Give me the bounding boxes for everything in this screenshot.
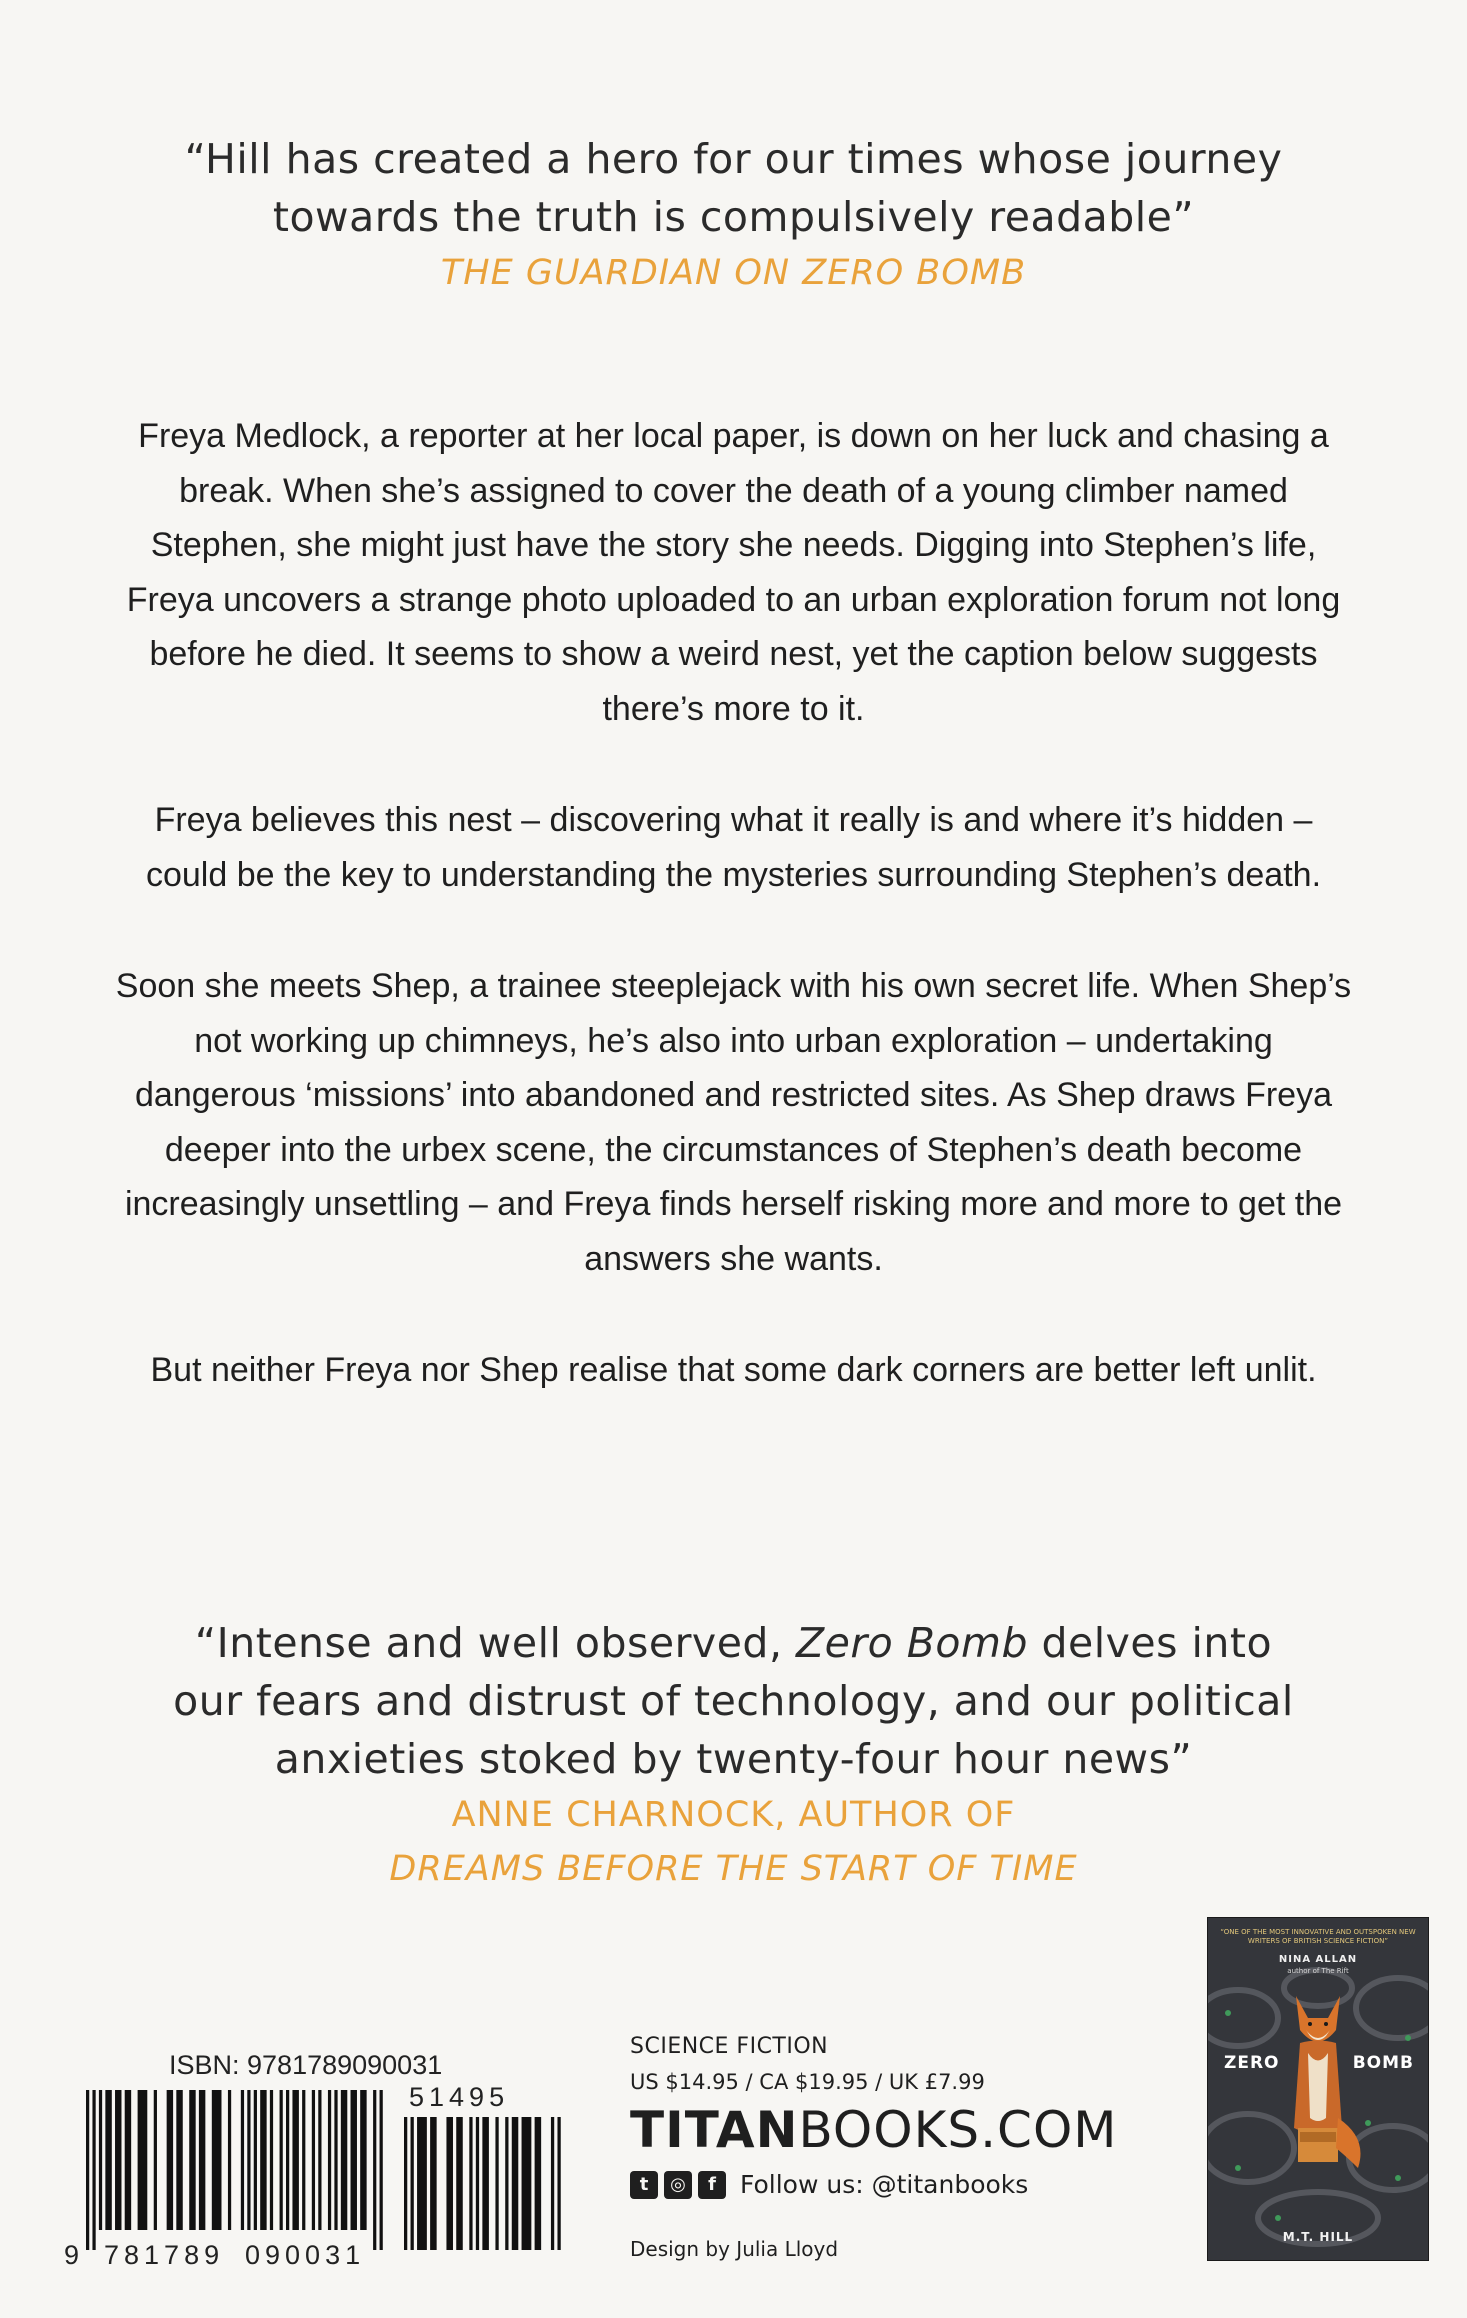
barcode-bar xyxy=(286,2090,289,2230)
cover-author: M.T. HILL xyxy=(1282,2230,1354,2244)
barcode-bar xyxy=(522,2117,532,2250)
social-follow xyxy=(630,2170,1028,2199)
barcode-bar xyxy=(417,2117,427,2250)
barcode-bar xyxy=(280,2090,283,2230)
barcode-bar xyxy=(241,2090,244,2230)
isbn-label: ISBN: 9781789090031 xyxy=(169,2050,443,2080)
front-cover-thumbnail xyxy=(1207,1917,1429,2261)
barcode-bar xyxy=(505,2117,508,2250)
cover-blurb-author: NINA ALLAN xyxy=(1278,1954,1358,1965)
barcode-bar xyxy=(456,2117,463,2250)
barcode-bar xyxy=(302,2090,305,2230)
publisher-website[interactable]: TITANBOOKS.COM xyxy=(630,2101,1118,2159)
barcode-bar xyxy=(411,2117,414,2250)
barcode-bar xyxy=(270,2090,273,2230)
ean-first-digit: 9 xyxy=(64,2240,85,2270)
barcode-bar xyxy=(373,2090,376,2250)
cover-title-right: BOMB xyxy=(1352,2053,1414,2073)
barcode-bar xyxy=(535,2117,542,2250)
bottom-quote-line-3: anxieties stoked by twenty-four hour news” xyxy=(274,1735,1193,1783)
bottom-quote-attribution-1: ANNE CHARNOCK, AUTHOR OF xyxy=(451,1795,1016,1835)
barcode-bar xyxy=(138,2090,148,2230)
cover-tagline: “ONE OF THE MOST INNOVATIVE AND OUTSPOKEN NEW WRITERS OF BRITISH SCIENCE FICTION” xyxy=(1220,1928,1416,1945)
cover-title-left: ZERO xyxy=(1224,2053,1280,2073)
barcode-bar xyxy=(404,2117,407,2250)
barcode-bar xyxy=(199,2090,205,2230)
bottom-quote-line-1: “Intense and well observed, Zero Bomb delves into xyxy=(194,1619,1273,1667)
top-review-quote xyxy=(0,130,1467,300)
barcode-bar xyxy=(469,2117,472,2250)
barcode-addon xyxy=(404,2117,564,2250)
barcode-bar xyxy=(476,2117,479,2250)
synopsis-paragraph-1: Freya Medlock, a reporter at her local paper, is down on her luck and chasing a break. When she’s assigned to cover the death of a young climber named Stephen, she might just have the story she needs. Digging into Stephen’s life, Freya uncovers a strange photo uploaded to an urban exploration forum not long before he died. It seems to show a weird nest, yet the caption below suggests there’s more to it. xyxy=(126,417,1341,728)
synopsis-paragraph-2: Freya believes this nest – discovering what it really is and where it’s hidden – could be the key to understanding the mysteries surrounding Stephen’s death. xyxy=(145,801,1322,894)
barcode-bar xyxy=(360,2090,366,2230)
barcode-bar xyxy=(512,2117,519,2250)
barcode-bar xyxy=(228,2090,231,2230)
bottom-review-quote xyxy=(0,1614,1467,1896)
top-quote-attribution: THE GUARDIAN ON ZERO BOMB xyxy=(440,253,1027,293)
price-list: US $14.95 / CA $19.95 / UK £7.99 xyxy=(630,2070,985,2094)
barcode-bar xyxy=(318,2090,321,2230)
barcode-bar xyxy=(154,2090,157,2230)
barcode-bar xyxy=(430,2117,437,2250)
barcode-main xyxy=(86,2090,386,2250)
bottom-quote-attribution-2: DREAMS BEFORE THE START OF TIME xyxy=(389,1849,1078,1889)
genre-label: SCIENCE FICTION xyxy=(630,2034,829,2059)
barcode-bar xyxy=(557,2117,560,2250)
facebook-icon[interactable]: f xyxy=(698,2171,726,2199)
barcode-addon-digits: 51495 xyxy=(409,2082,510,2112)
barcode-bar xyxy=(105,2090,111,2230)
barcode-bar xyxy=(482,2117,489,2250)
barcode-bar xyxy=(495,2117,498,2250)
barcode-bar xyxy=(92,2090,95,2250)
barcode-bar xyxy=(260,2090,266,2230)
barcode-bar xyxy=(254,2090,257,2230)
barcode-bar xyxy=(328,2090,331,2230)
top-quote-line-2: towards the truth is compulsively readable” xyxy=(272,193,1195,241)
barcode-bar xyxy=(115,2090,121,2230)
barcode-bar xyxy=(551,2117,554,2250)
cover-blurb-sub: author of The Rift xyxy=(1287,1967,1349,1975)
barcode-bar xyxy=(99,2090,102,2230)
instagram-icon[interactable]: ◎ xyxy=(664,2171,692,2199)
top-quote-line-1: “Hill has created a hero for our times whose journey xyxy=(184,135,1283,183)
barcode-bar xyxy=(446,2117,453,2250)
barcode-bar xyxy=(341,2090,347,2230)
barcode-bar xyxy=(212,2090,222,2230)
synopsis xyxy=(110,409,1357,1455)
barcode-bar xyxy=(312,2090,315,2230)
barcode-bar xyxy=(380,2090,383,2250)
synopsis-paragraph-4: But neither Freya nor Shep realise that some dark corners are better left unlit. xyxy=(150,1351,1317,1389)
twitter-icon[interactable]: t xyxy=(630,2171,658,2199)
barcode-bar xyxy=(247,2090,250,2230)
barcode-bar xyxy=(176,2090,182,2230)
synopsis-paragraph-3: Soon she meets Shep, a trainee steeplejack with his own secret life. When Shep’s not working up chimneys, he’s also into urban exploration – undertaking dangerous ‘missions’ into abandoned and restricted sites. As Shep draws Freya deeper into the urbex scene, the circumstances of Stephen’s death become increasingly unsettling – and Freya finds herself risking more and more to get the answers she wants. xyxy=(115,967,1352,1278)
ean-group-2: 090031 xyxy=(245,2240,366,2270)
bottom-quote-line-2: our fears and distrust of technology, and our political xyxy=(173,1677,1294,1725)
barcode-bar xyxy=(189,2090,195,2230)
barcode-bar xyxy=(351,2090,357,2230)
ean-group-1: 781789 xyxy=(104,2240,225,2270)
follow-handle: Follow us: @titanbooks xyxy=(740,2170,1029,2199)
barcode-bar xyxy=(86,2090,89,2250)
barcode-bar xyxy=(167,2090,173,2230)
barcode-bar xyxy=(292,2090,298,2230)
barcode-bar xyxy=(125,2090,131,2230)
barcode-bar xyxy=(334,2090,337,2230)
design-credit: Design by Julia Lloyd xyxy=(630,2237,839,2261)
